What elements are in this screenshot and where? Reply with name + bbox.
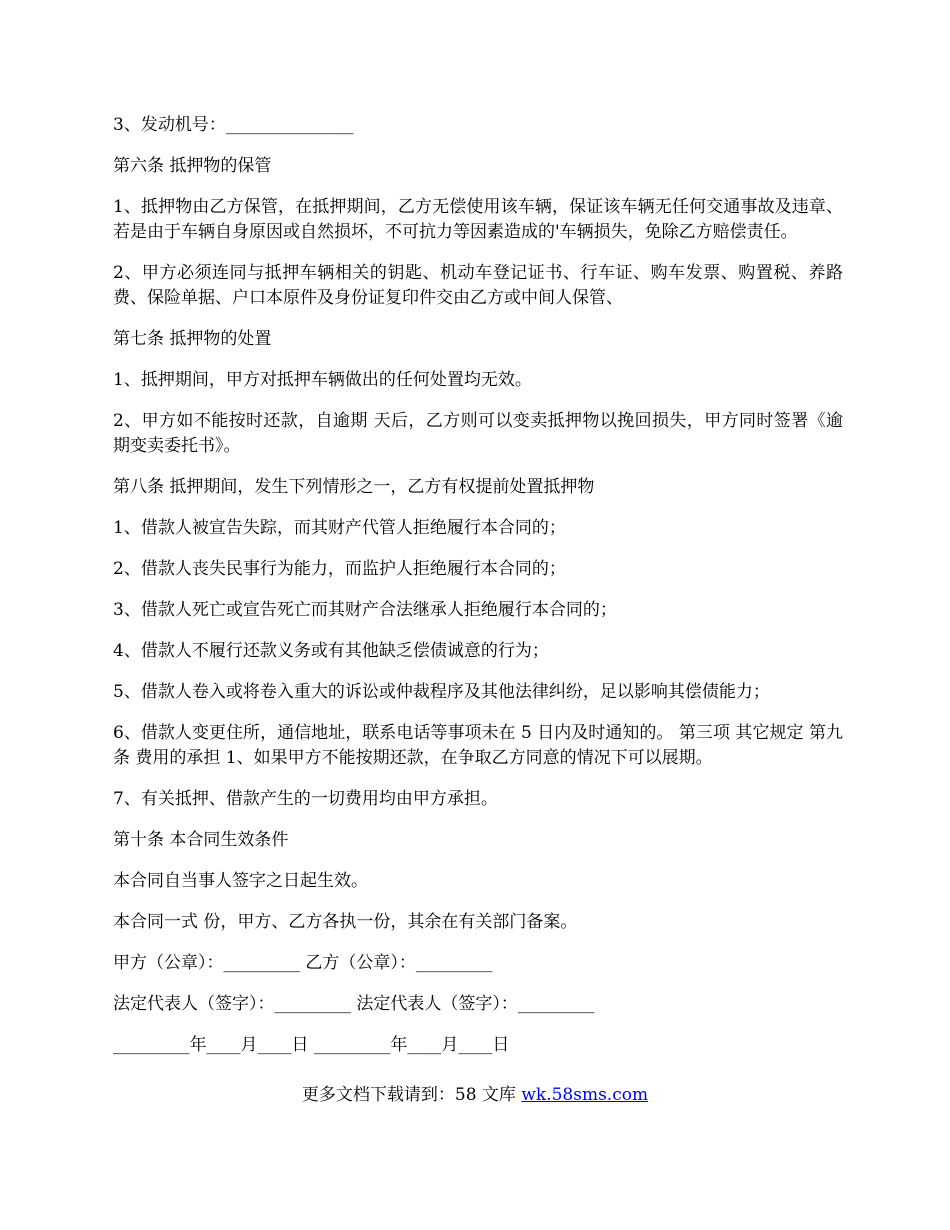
- paragraph-6-2: 2、甲方必须连同与抵押车辆相关的钥匙、机动车登记证书、行车证、购车发票、购置税、养路费、保险单据、户口本原件及身份证复印件交由乙方或中间人保管、: [113, 263, 843, 308]
- footer-text: 更多文档下载请到：58 文库: [301, 1085, 522, 1105]
- footer: [0, 1083, 950, 1107]
- heading-article-6: 第六条 抵押物的保管: [113, 156, 272, 176]
- signature-representative-line: 法定代表人（签字）：_________ 法定代表人（签字）：_________: [113, 994, 595, 1014]
- paragraph-effective: 本合同自当事人签字之日起生效。: [113, 871, 368, 891]
- paragraph-8-4: 4、借款人不履行还款义务或有其他缺乏偿债诚意的行为；: [113, 641, 549, 661]
- paragraph-7-2: 2、甲方如不能按时还款，自逾期 天后，乙方则可以变卖抵押物以挽回损失，甲方同时签署《逾期变卖委托书》。: [113, 411, 843, 456]
- signature-seal-line: 甲方（公章）：_________ 乙方（公章）：_________: [113, 953, 493, 973]
- signature-date-line: _________年____月____日 _________年____月____日: [113, 1035, 510, 1055]
- footer-link[interactable]: wk.58sms.com: [521, 1085, 649, 1105]
- paragraph-8-7: 7、有关抵押、借款产生的一切费用均由甲方承担。: [113, 789, 498, 809]
- paragraph-engine-number: 3、发动机号：_______________: [113, 115, 354, 135]
- paragraph-7-1: 1、抵押期间，甲方对抵押车辆做出的任何处置均无效。: [113, 370, 532, 390]
- paragraph-8-1: 1、借款人被宣告失踪，而其财产代管人拒绝履行本合同的；: [113, 518, 566, 538]
- paragraph-copies: 本合同一式 份，甲方、乙方各执一份，其余在有关部门备案。: [113, 912, 578, 932]
- paragraph-8-6: 6、借款人变更住所，通信地址，联系电话等事项未在 5 日内及时通知的。 第三项 其它规定 第九条 费用的承担 1、如果甲方不能按期还款，在争取乙方同意的情况下可以展期。: [113, 723, 843, 768]
- paragraph-6-1: 1、抵押物由乙方保管，在抵押期间，乙方无偿使用该车辆，保证该车辆无任何交通事故及违章、若是由于车辆自身原因或自然损坏，不可抗力等因素造成的'车辆损失，免除乙方赔偿责任。: [113, 197, 843, 242]
- paragraph-8-2: 2、借款人丧失民事行为能力，而监护人拒绝履行本合同的；: [113, 559, 566, 579]
- heading-article-7: 第七条 抵押物的处置: [113, 329, 272, 349]
- heading-article-10: 第十条 本合同生效条件: [113, 830, 289, 850]
- document-body: [113, 113, 843, 1074]
- paragraph-8-3: 3、借款人死亡或宣告死亡而其财产合法继承人拒绝履行本合同的；: [113, 600, 617, 620]
- paragraph-8-5: 5、借款人卷入或将卷入重大的诉讼或仲裁程序及其他法律纠纷，足以影响其偿债能力；: [113, 682, 770, 702]
- heading-article-8: 第八条 抵押期间，发生下列情形之一，乙方有权提前处置抵押物: [113, 477, 595, 497]
